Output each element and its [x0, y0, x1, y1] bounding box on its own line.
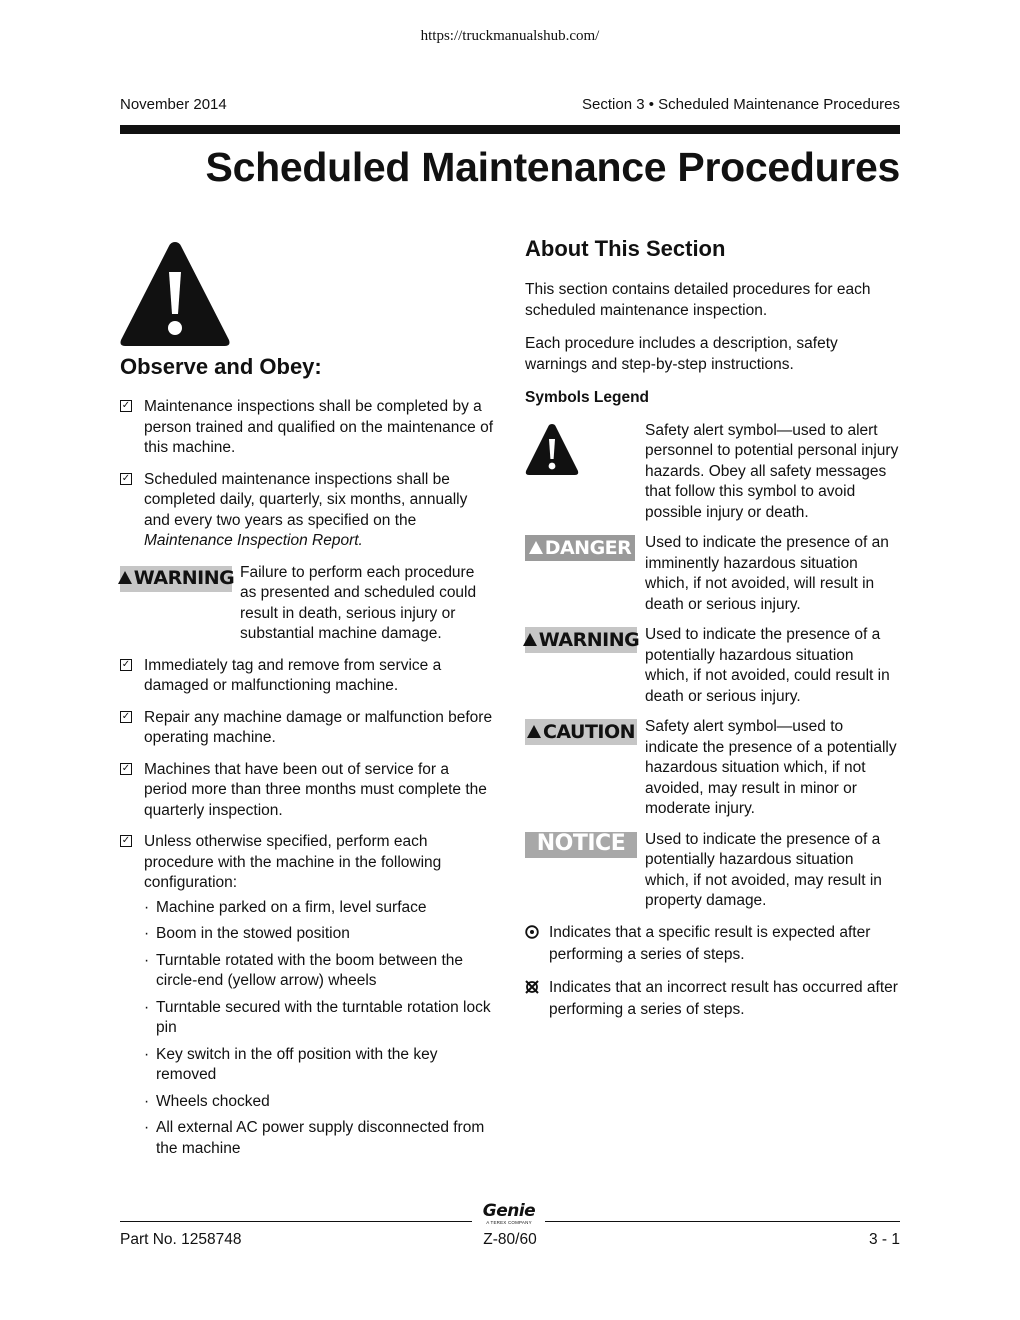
- checkbox-icon: ✓: [121, 400, 131, 411]
- warning-badge: WARNING: [525, 627, 637, 653]
- list-item: ✓ Maintenance inspections shall be completed by a person trained and qualified on the maintenance of this machine.: [121, 398, 493, 456]
- caution-badge: CAUTION: [525, 719, 637, 745]
- list-item: ✓ Machines that have been out of service for a period more than three months must complete the quarterly inspection.: [121, 760, 487, 819]
- config-item: · Boom in the stowed position: [144, 925, 350, 942]
- page-number: 3 - 1: [868, 1231, 900, 1248]
- checkbox-icon: ✓: [121, 835, 131, 846]
- checkbox-icon: ✓: [121, 710, 131, 722]
- symbol-row-warning: WARNING Used to indicate the presence of a potentially hazardous situation which, if not avoided, could result in death or serious injury.: [525, 625, 900, 707]
- list-item: ✓ Repair any machine damage or malfunction before operating machine.: [121, 708, 493, 746]
- report-name: Maintenance Inspection Report.: [144, 532, 363, 549]
- alert-triangle-icon: [527, 725, 541, 738]
- safety-alert-icon: [525, 423, 579, 477]
- symbol-row-alert: Safety alert symbol—used to alert personnel to potential personal injury hazards. Obey all safety messages that follow this symbol to avoid possible injury or death.: [525, 421, 900, 524]
- symbol-row-caution: CAUTION Safety alert symbol—used to indicate the presence of a potentially hazardous situation which, if not avoided, may result in minor or moderate injury.: [525, 717, 900, 820]
- footer-rule: [120, 1221, 472, 1222]
- warning-badge: WARNING: [120, 566, 232, 592]
- model-number: Z-80/60: [483, 1231, 537, 1248]
- notice-badge: NOTICE: [525, 832, 637, 858]
- config-item: · Key switch in the off position with the key removed: [144, 1045, 438, 1083]
- part-number: Part No. 1258748: [120, 1231, 242, 1248]
- source-url: https://truckmanualshub.com/: [420, 28, 600, 44]
- list-item: ✓ Scheduled maintenance inspections shall be completed daily, quarterly, six months, annually and every two years as specified on the Maintenance Inspection Report.: [121, 470, 468, 549]
- page-title: Scheduled Maintenance Procedures: [205, 144, 900, 190]
- about-section: [525, 280, 900, 1032]
- expected-result-icon: [525, 925, 539, 939]
- alert-triangle-icon: [529, 541, 543, 554]
- indicator-expected: Indicates that a specific result is expected after performing a series of steps.: [525, 922, 900, 966]
- safety-alert-icon: [119, 240, 231, 348]
- about-heading: About This Section: [525, 236, 726, 261]
- warning-callout: [120, 563, 495, 645]
- indicator-incorrect: Indicates that an incorrect result has occurred after performing a series of steps.: [525, 977, 900, 1021]
- config-item: · Machine parked on a firm, level surface: [144, 898, 427, 916]
- checkbox-icon: ✓: [121, 762, 131, 774]
- about-paragraph: This section contains detailed procedures for each scheduled maintenance inspection.: [525, 281, 871, 319]
- config-item: · All external AC power supply disconnected from the machine: [144, 1119, 485, 1157]
- observe-list: [120, 397, 495, 1165]
- list-item: ✓ Immediately tag and remove from service a damaged or malfunctioning machine.: [121, 656, 442, 694]
- genie-logo: Genie A TEREX COMPANY: [482, 1201, 536, 1225]
- alert-triangle-icon: [523, 633, 537, 646]
- danger-badge: DANGER: [525, 535, 635, 561]
- config-item: · Turntable secured with the turntable rotation lock pin: [144, 998, 491, 1036]
- about-paragraph: Each procedure includes a description, safety warnings and step-by-step instructions.: [525, 335, 838, 373]
- header-section: Section 3 • Scheduled Maintenance Procedures: [582, 96, 900, 113]
- incorrect-result-icon: [525, 980, 539, 994]
- symbols-legend-heading: Symbols Legend: [525, 389, 650, 406]
- checkbox-icon: ✓: [121, 658, 131, 670]
- footer-rule: [545, 1221, 900, 1222]
- symbol-row-notice: NOTICE Used to indicate the presence of a potentially hazardous situation which, if not avoided, may result in property damage.: [525, 830, 900, 912]
- checkbox-icon: ✓: [121, 472, 131, 484]
- header-rule: [120, 125, 900, 134]
- config-item: · Wheels chocked: [144, 1092, 270, 1110]
- config-item: · Turntable rotated with the boom between the circle-end (yellow arrow) wheels: [144, 951, 464, 989]
- header-date: November 2014: [120, 96, 227, 113]
- observe-heading: Observe and Obey:: [120, 354, 322, 379]
- symbol-row-danger: DANGER Used to indicate the presence of an imminently hazardous situation which, if not avoided, will result in death or serious injury.: [525, 533, 900, 615]
- alert-triangle-icon: [118, 571, 132, 584]
- list-item: ✓ Unless otherwise specified, perform each procedure with the machine in the following configuration:: [121, 833, 442, 891]
- warning-text: Failure to perform each procedure as presented and scheduled could result in death, serious injury or substantial machine damage.: [240, 563, 477, 642]
